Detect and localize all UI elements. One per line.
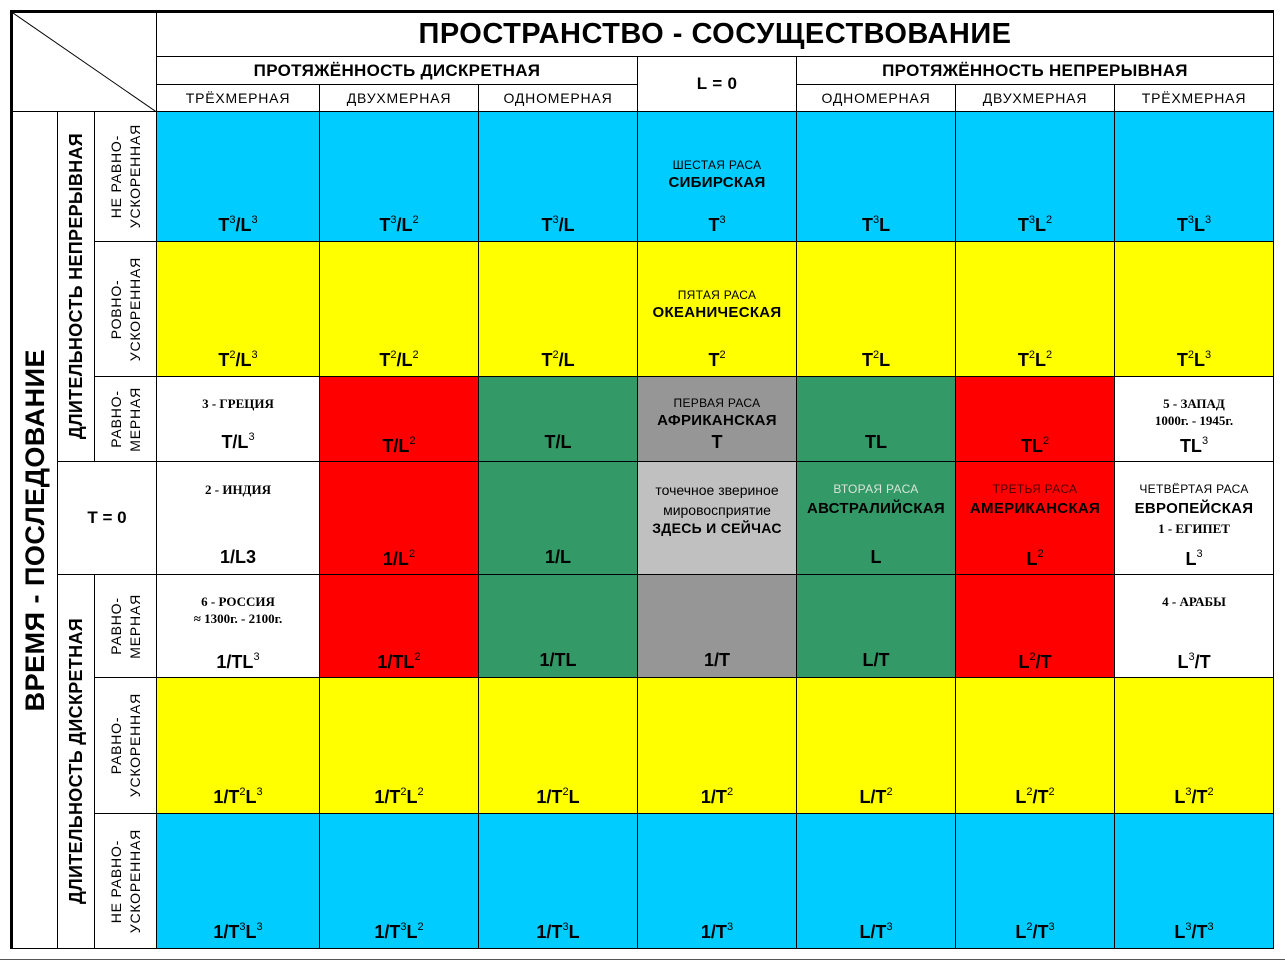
formula: $T^3L^2$ — [1017, 214, 1053, 235]
grid-cell-arabs — [1114, 574, 1274, 678]
grid-cell — [478, 813, 638, 949]
formula: $1/L^2$ — [382, 548, 416, 569]
formula: TL — [865, 432, 887, 452]
formula: $T/L^3$ — [221, 431, 255, 452]
discrete-extent-header: ПРОТЯЖЁННОСТЬ ДИСКРЕТНАЯ — [156, 56, 638, 85]
formula: $T^3L^3$ — [1176, 214, 1212, 235]
race-number: ВТОРАЯ РАСА — [833, 482, 919, 496]
time-sequence-text: ВРЕМЯ - ПОСЛЕДОВАНИЕ — [19, 348, 50, 712]
row-label: РАВНО- МЕРНАЯ — [94, 376, 157, 462]
formula: $1/T^3L$ — [536, 921, 580, 942]
formula: 1/L3 — [219, 547, 257, 567]
formula: $1/T^3L^2$ — [374, 921, 424, 942]
race-number: ШЕСТАЯ РАСА — [672, 158, 762, 172]
grid-cell-sixth-race — [637, 111, 797, 242]
formula: $1/T^3L^3$ — [213, 921, 263, 942]
civilization-label: 5 - ЗАПАД — [1163, 396, 1225, 411]
formula: $T^3/L$ — [541, 214, 575, 235]
corner-cell — [12, 12, 157, 112]
grid-cell — [478, 677, 638, 814]
formula: $L^3/T^3$ — [1174, 921, 1214, 942]
continuous-duration-label — [57, 111, 95, 462]
race-number: ПЯТАЯ РАСА — [677, 288, 757, 302]
grid-cell — [1114, 111, 1274, 242]
formula: $L^2/T^3$ — [1015, 921, 1055, 942]
formula: L/T — [862, 650, 890, 670]
race-name: АФРИКАНСКАЯ — [657, 412, 777, 429]
race-name: ОКЕАНИЧЕСКАЯ — [652, 304, 782, 321]
grid-cell-fourth-race — [1114, 461, 1274, 575]
grid-cell — [637, 813, 797, 949]
grid-cell — [796, 574, 956, 678]
race-name: АВСТРАЛИЙСКАЯ — [806, 500, 945, 517]
grid-cell — [796, 111, 956, 242]
diagram-frame — [10, 10, 1274, 949]
grid-cell — [156, 677, 320, 814]
formula: 1/T — [703, 650, 730, 670]
column-header: ОДНОМЕРНАЯ — [796, 84, 956, 112]
grid-cell — [637, 574, 797, 678]
grid-cell — [156, 813, 320, 949]
civilization-label: 1 - ЕГИПЕТ — [1158, 521, 1230, 536]
column-header: ДВУХМЕРНАЯ — [319, 84, 479, 112]
civilization-dates: ≈ 1300г. - 2100г. — [193, 611, 283, 626]
grid-cell — [319, 461, 479, 575]
grid-cell — [955, 813, 1115, 949]
formula: $T^2/L^3$ — [218, 349, 258, 370]
formula: $T^2/L^2$ — [379, 349, 419, 370]
grid-cell-third-race — [955, 461, 1115, 575]
formula: $L^2/T^2$ — [1015, 786, 1055, 807]
row-label: НЕ РАВНО- УСКОРЕННАЯ — [94, 111, 157, 242]
grid-cell — [796, 813, 956, 949]
grid-cell — [478, 376, 638, 462]
formula: $L/T^2$ — [859, 786, 893, 807]
grid-cell — [319, 111, 479, 242]
grid-cell — [478, 241, 638, 377]
formula: $1/TL^3$ — [216, 651, 260, 672]
grid-cell — [955, 376, 1115, 462]
grid-cell — [319, 574, 479, 678]
grid-cell — [637, 677, 797, 814]
formula: $TL^3$ — [1179, 435, 1209, 456]
formula: $T/L^2$ — [382, 435, 416, 456]
page-title: ПРОСТРАНСТВО - СОСУЩЕСТВОВАНИЕ — [156, 12, 1274, 57]
center-text-line: точечное звериное — [655, 482, 779, 498]
grid-cell-greece — [156, 376, 320, 462]
formula: $T^3/L^3$ — [218, 214, 258, 235]
column-header: ТРЁХМЕРНАЯ — [156, 84, 320, 112]
formula: $T^2L^3$ — [1176, 349, 1212, 370]
formula: $T^3L$ — [861, 214, 891, 235]
formula: $TL^2$ — [1020, 435, 1050, 456]
formula: $T^2L^2$ — [1017, 349, 1053, 370]
race-name: СИБИРСКАЯ — [668, 174, 766, 191]
grid-cell — [1114, 813, 1274, 949]
grid-cell — [796, 241, 956, 377]
row-label: РАВНО- МЕРНАЯ — [94, 574, 157, 678]
grid-cell-fifth-race — [637, 241, 797, 377]
t-zero-label: T = 0 — [57, 461, 157, 575]
civilization-label: 4 - АРАБЫ — [1162, 594, 1226, 609]
grid-cell-second-race — [796, 461, 956, 575]
formula: $1/T^2$ — [700, 786, 734, 807]
discrete-duration-label — [57, 574, 95, 949]
grid-cell-first-race — [637, 376, 797, 462]
center-text-line: мировосприятие — [663, 502, 771, 518]
continuous-extent-header: ПРОТЯЖЁННОСТЬ НЕПРЕРЫВНАЯ — [796, 56, 1274, 85]
grid-cell — [955, 574, 1115, 678]
column-header: ДВУХМЕРНАЯ — [955, 84, 1115, 112]
grid-cell — [478, 574, 638, 678]
grid-cell — [955, 111, 1115, 242]
formula: $1/T^2L$ — [536, 786, 580, 807]
grid-cell-west — [1114, 376, 1274, 462]
grid-cell — [796, 376, 956, 462]
grid-cell — [319, 241, 479, 377]
formula: $1/T^2L^3$ — [213, 786, 263, 807]
continuous-duration-text: ДЛИТЕЛЬНОСТЬ НЕПРЕРЫВНАЯ — [65, 133, 86, 440]
formula: T/L — [544, 432, 572, 452]
formula: $L^3/T^2$ — [1174, 786, 1214, 807]
civilization-label: 3 - ГРЕЦИЯ — [202, 396, 274, 411]
grid-cell — [156, 111, 320, 242]
grid-cell — [796, 677, 956, 814]
bottom-rule — [0, 959, 1285, 960]
grid-cell-center — [637, 461, 797, 575]
race-number: ПЕРВАЯ РАСА — [673, 396, 761, 410]
formula: $1/TL^2$ — [377, 651, 421, 672]
grid-cell — [319, 376, 479, 462]
grid-cell — [955, 241, 1115, 377]
grid-cell — [156, 241, 320, 377]
formula: L — [870, 547, 882, 567]
formula: $1/T^2L^2$ — [374, 786, 424, 807]
race-number: ЧЕТВЁРТАЯ РАСА — [1139, 482, 1249, 496]
grid-cell — [1114, 241, 1274, 377]
formula: $T^2L$ — [861, 349, 891, 370]
grid-cell — [955, 677, 1115, 814]
formula: $1/T^3$ — [700, 921, 734, 942]
grid-cell — [1114, 677, 1274, 814]
grid-cell — [478, 461, 638, 575]
race-name: ЕВРОПЕЙСКАЯ — [1134, 500, 1254, 517]
time-sequence-label — [12, 111, 58, 949]
formula: $L^3$ — [1185, 548, 1203, 569]
corner-diagonal — [13, 13, 157, 112]
formula: $L/T^3$ — [859, 921, 893, 942]
center-text-bold: ЗДЕСЬ И СЕЙЧАС — [652, 520, 782, 536]
grid-cell-india — [156, 461, 320, 575]
l-zero-header: L = 0 — [637, 56, 797, 112]
formula: T — [711, 432, 723, 452]
formula: $L^2$ — [1026, 548, 1044, 569]
formula: $T^3$ — [708, 214, 726, 235]
formula: $T^2$ — [708, 349, 726, 370]
row-label: РАВНО- УСКОРЕННАЯ — [94, 677, 157, 814]
grid-cell — [319, 813, 479, 949]
column-header: ТРЁХМЕРНАЯ — [1114, 84, 1274, 112]
grid-cell-russia — [156, 574, 320, 678]
column-header: ОДНОМЕРНАЯ — [478, 84, 638, 112]
race-number: ТРЕТЬЯ РАСА — [992, 482, 1078, 496]
race-name: АМЕРИКАНСКАЯ — [969, 500, 1101, 517]
formula: 1/L — [544, 547, 571, 567]
formula: $L^2/T$ — [1018, 651, 1052, 672]
formula: $T^2/L$ — [541, 349, 575, 370]
grid-cell — [478, 111, 638, 242]
formula: $L^3/T$ — [1177, 651, 1211, 672]
formula: $T^3/L^2$ — [379, 214, 419, 235]
discrete-duration-text: ДЛИТЕЛЬНОСТЬ ДИСКРЕТНАЯ — [65, 618, 86, 905]
civilization-label: 6 - РОССИЯ — [201, 594, 275, 609]
row-label: НЕ РАВНО- УСКОРЕННАЯ — [94, 813, 157, 949]
civilization-label: 2 - ИНДИЯ — [205, 482, 271, 497]
formula: 1/TL — [539, 650, 577, 670]
row-label: РОВНО- УСКОРЕННАЯ — [94, 241, 157, 377]
grid-cell — [319, 677, 479, 814]
civilization-dates: 1000г. - 1945г. — [1154, 413, 1234, 428]
